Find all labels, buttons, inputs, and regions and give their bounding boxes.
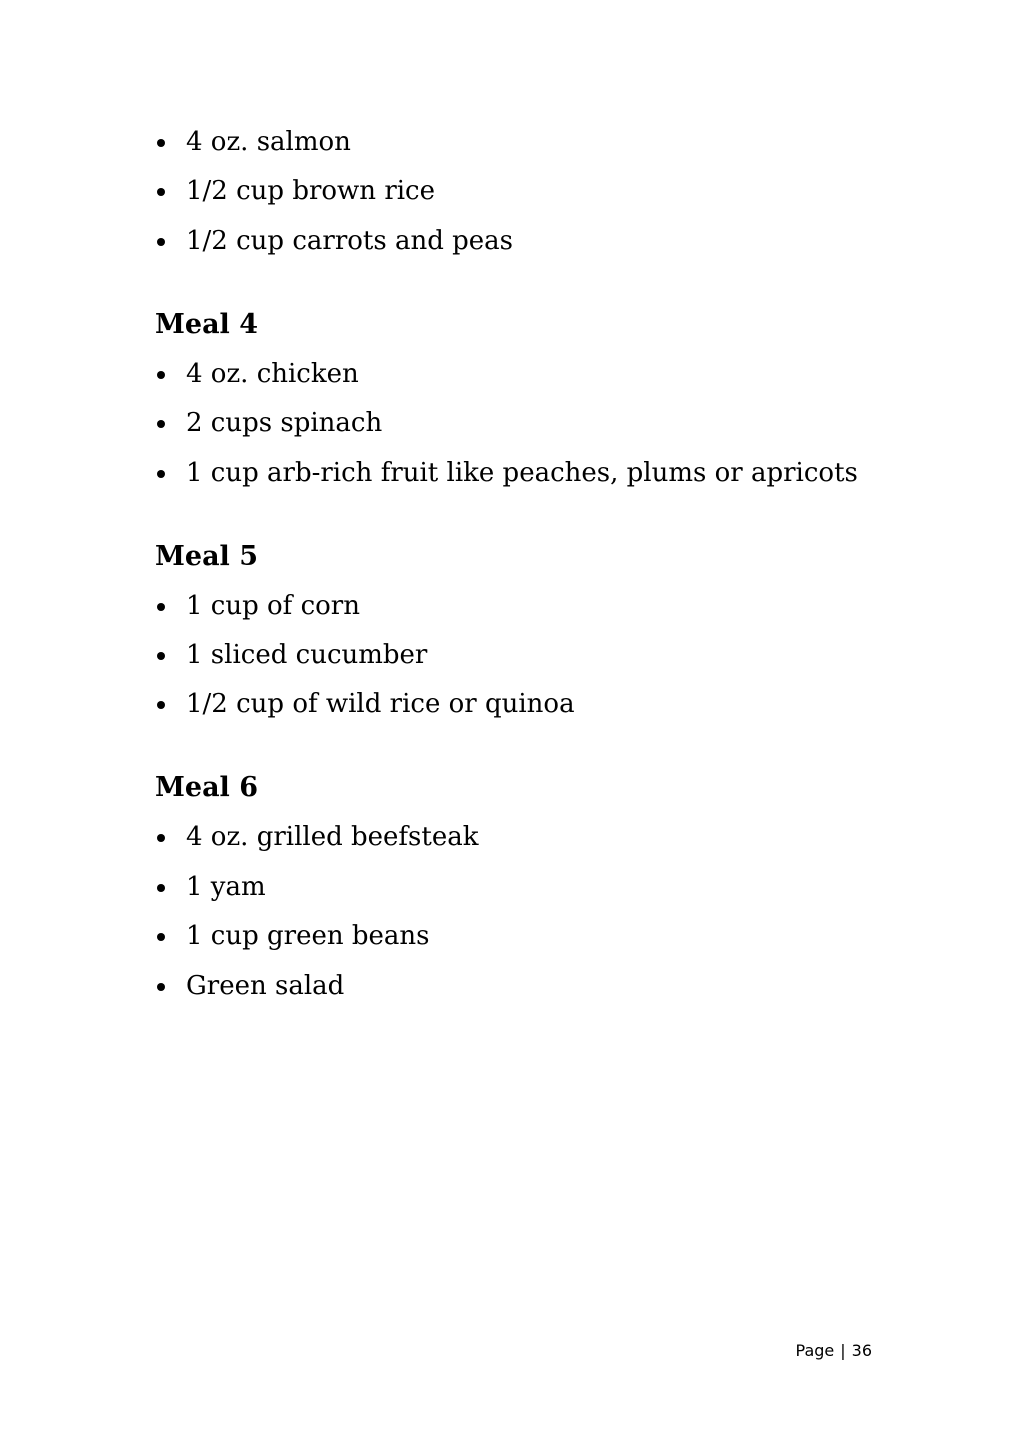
meal-section-5	[155, 537, 915, 725]
list-item: 1 cup green beans	[155, 916, 915, 956]
list-item: 4 oz. grilled beefsteak	[155, 817, 915, 857]
list-item: 1/2 cup of wild rice or quinoa	[155, 684, 915, 724]
intro-item-list	[155, 122, 915, 261]
page-label: Page	[795, 1341, 835, 1360]
meal-heading: Meal 5	[155, 540, 259, 572]
meal-item-list	[155, 817, 915, 1005]
list-item: 2 cups spinach	[155, 403, 915, 443]
list-item: 1 cup of corn	[155, 586, 915, 626]
meal-item-list	[155, 354, 915, 493]
list-item: 4 oz. salmon	[155, 122, 915, 162]
page-number: 36	[851, 1341, 872, 1360]
list-item: 1/2 cup brown rice	[155, 171, 915, 211]
list-item: 1 cup arb-rich fruit like peaches, plums or apricots	[155, 453, 915, 493]
page-content	[155, 122, 915, 1006]
list-item: Green salad	[155, 966, 915, 1006]
meal-heading: Meal 6	[155, 772, 259, 804]
meal-section-4	[155, 305, 915, 493]
page-footer	[796, 1340, 872, 1362]
list-item: 4 oz. chicken	[155, 354, 915, 394]
list-item: 1/2 cup carrots and peas	[155, 221, 915, 261]
list-item: 1 yam	[155, 867, 915, 907]
page-separator: |	[840, 1341, 846, 1360]
list-item: 1 sliced cucumber	[155, 635, 915, 675]
meal-item-list	[155, 586, 915, 725]
meal-section-6	[155, 768, 915, 1005]
meal-heading: Meal 4	[155, 308, 259, 340]
